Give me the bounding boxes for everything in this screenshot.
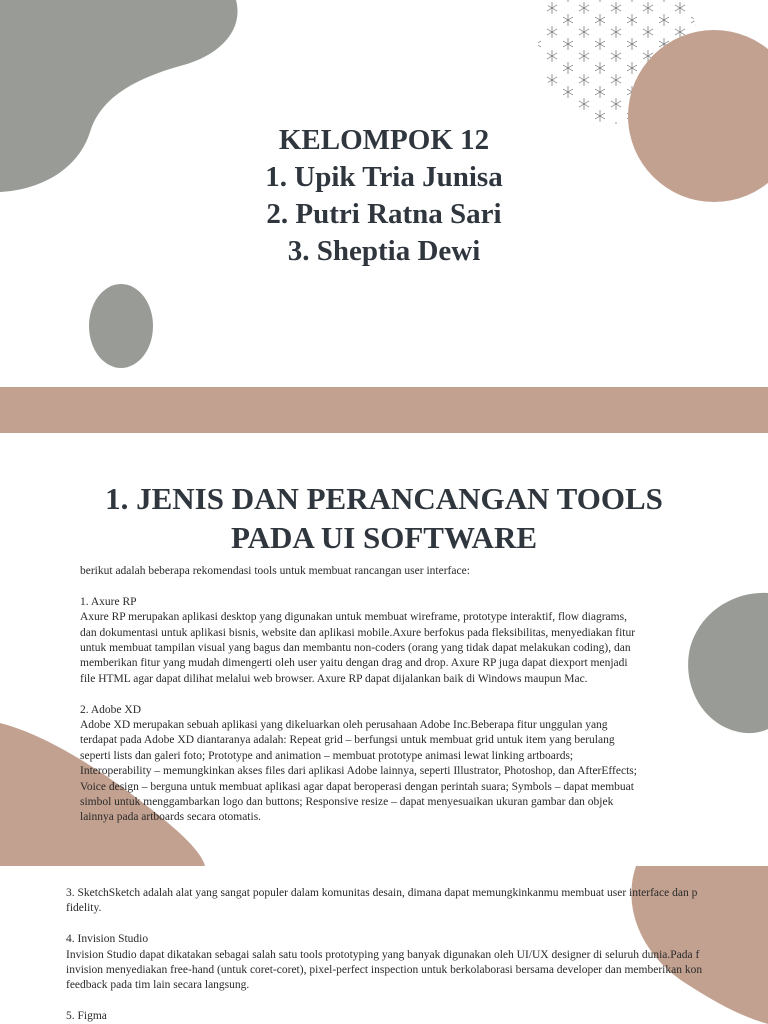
paragraph-line: fidelity. xyxy=(66,902,102,915)
body-text xyxy=(66,886,702,1024)
gray-blob-right xyxy=(688,593,768,733)
gray-oval xyxy=(89,284,153,368)
paragraph-line: simbol untuk menggambarkan logo dan buttons; Responsive resize – dapat menyesuaikan ukuran gambar dan objek xyxy=(80,796,614,809)
slide-tools xyxy=(0,433,768,866)
title-block xyxy=(0,122,768,270)
member-1: 1. Upik Tria Junisa xyxy=(265,161,503,193)
paragraph-line: dan dokumentasi untuk aplikasi bisnis, website dan aplikasi mobile.Axure berfokus pada fleksibilitas, menyediakan fitur xyxy=(80,626,636,639)
section-title: 5. Figma xyxy=(66,1010,107,1023)
paragraph-line: Interoperability – memungkinkan akses files dari aplikasi Adobe lainnya, seperti Illustrator, Photoshop, dan AfterEffects; xyxy=(80,765,637,778)
member-2: 2. Putri Ratna Sari xyxy=(266,198,502,230)
paragraph-line: lainnya pada artboards secara otomatis. xyxy=(80,811,262,824)
slide-title xyxy=(0,0,768,387)
paragraph-line: file HTML agar dapat dilihat melalui web browser. Axure RP dapat dijalankan baik di Windows maupun Mac. xyxy=(80,672,588,685)
paragraph-line: untuk membuat tampilan visual yang bagus dan membantu non-coders (orang yang tidak dapat melakukan coding), dan xyxy=(80,642,631,655)
paragraph-line: memberikan fitur yang mudah dimengerti oleh user yaitu dengan drag and drop. Axure RP juga dapat diexport menjadi xyxy=(80,657,628,670)
page-title xyxy=(20,479,748,557)
section-title: 2. Adobe XD xyxy=(80,703,142,716)
paragraph-line: seperti lists dan galeri foto; Prototype and animation – membuat prototype animasi lewat linking artboards; xyxy=(80,749,574,762)
paragraph-line: terdapat pada Adobe XD diantaranya adalah: Repeat grid – berfungsi untuk membuat grid untuk item yang berulang xyxy=(80,734,615,747)
heading-line-2: PADA UI SOFTWARE xyxy=(230,520,538,555)
paragraph-line: 3. SketchSketch adalah alat yang sangat populer dalam komunitas desain, dimana dapat memungkinkanmu membuat user interface dan p xyxy=(66,887,698,899)
section-title: 4. Invision Studio xyxy=(66,933,149,946)
member-3: 3. Sheptia Dewi xyxy=(287,235,481,267)
paragraph-line: Invision Studio dapat dikatakan sebagai salah satu tools prototyping yang banyak digunakan oleh UI/UX designer di seluruh dunia.Pada f xyxy=(66,948,700,961)
heading-line-1: 1. JENIS DAN PERANCANGAN TOOLS xyxy=(105,481,663,516)
paragraph-line: Voice design – berguna untuk membuat aplikasi agar dapat beroperasi dengan perintah suara; Symbols – dapat membuat xyxy=(80,780,634,793)
intro-text: berikut adalah beberapa rekomendasi tools untuk membuat rancangan user interface: xyxy=(80,565,470,577)
paragraph-line: feedback pada tim lain secara langsung. xyxy=(66,979,250,992)
paragraph-line: Adobe XD merupakan sebuah aplikasi yang dikeluarkan oleh perusahaan Adobe Inc.Beberapa fitur unggulan yang xyxy=(80,719,608,732)
paragraph-line: Axure RP merupakan aplikasi desktop yang digunakan untuk membuat wireframe, prototype interaktif, flow diagrams, xyxy=(80,611,627,624)
paragraph-line: invision menyediakan free-hand (untuk coret-coret), pixel-perfect inspection untuk berkolaborasi bersama developer dan memberikan kon xyxy=(66,964,703,977)
group-title: KELOMPOK 12 xyxy=(278,124,490,156)
body-text xyxy=(80,564,637,826)
section-title: 1. Axure RP xyxy=(80,595,137,608)
page-separator-band xyxy=(0,387,768,433)
slide-tools-continued xyxy=(0,866,768,1024)
